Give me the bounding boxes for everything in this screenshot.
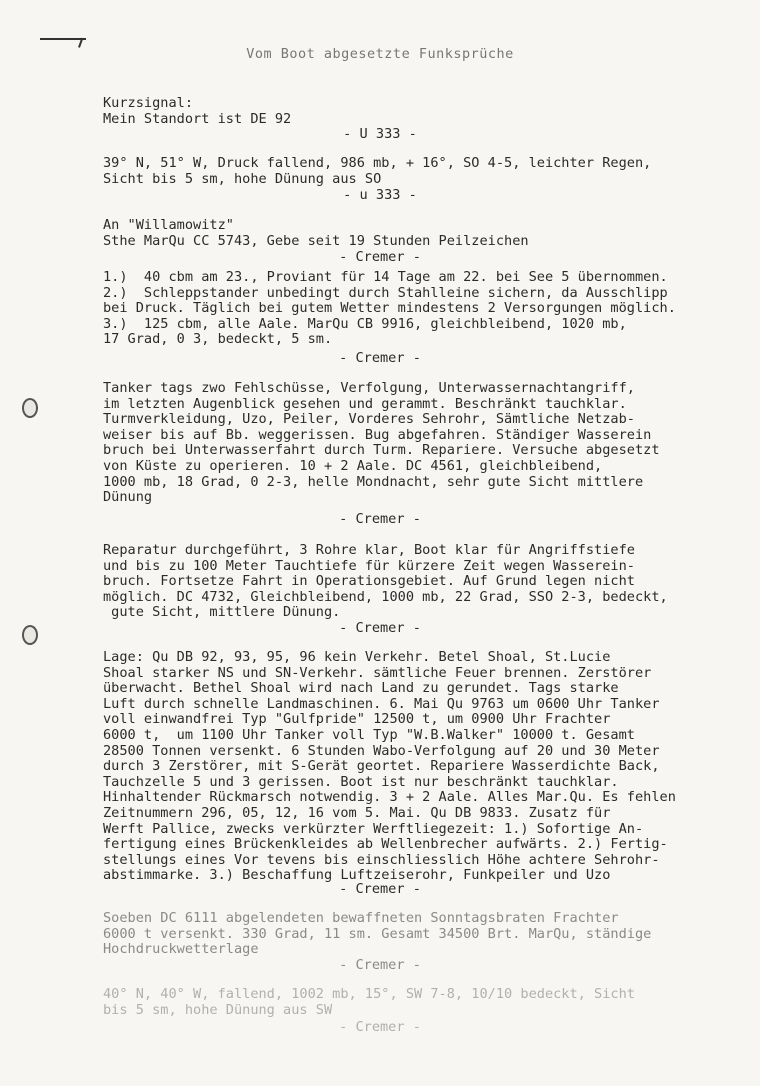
signature: - Cremer - [339,350,421,366]
message-line: möglich. DC 4732, Gleichbleibend, 1000 mb, 22 Grad, SSO 2-3, bedeckt, [103,588,668,605]
message-5 [103,381,760,506]
message-line: Hinhaltender Rückmarsch notwendig. 3 + 2 Aale. Alles Mar.Qu. Es fehlen [103,789,676,806]
message-line: bruch. Fortsetze Fahrt in Operationsgebiet. Auf Grund legen nicht [103,573,635,590]
message-line: weiser bis auf Bb. weggerissen. Bug abgefahren. Ständiger Wasserein [103,426,652,443]
message-line: bei Druck. Täglich bei gutem Wetter mindestens 2 Versorgungen möglich. [103,300,676,317]
message-line: 2.) Schleppstander unbedingt durch Stahlleine sichern, da Ausschlipp [103,284,668,301]
document-header: Vom Boot abgesetzte Funksprüche [246,46,514,62]
message-line: durch 3 Zerstörer, mit S-Gerät geortet. Repariere Wasserdichte Back, [103,758,660,775]
signature: - Cremer - [339,249,421,265]
message-line: fertigung eines Brückenkleides ab Wellenbrecher aufwärts. 2.) Fertig- [103,836,668,853]
message-8 [103,911,760,958]
message-line: im letzten Augenblick gesehen und gerammt. Beschränkt tauchklar. [103,395,627,412]
message-line: bis 5 sm, hohe Dünung aus SW [103,1001,333,1018]
message-7 [103,650,760,884]
signature: - Cremer - [339,1019,421,1035]
message-line: 6000 t versenkt. 330 Grad, 11 sm. Gesamt 34500 Brt. MarQu, ständige [103,925,652,942]
punch-hole-top [22,398,38,418]
message-3 [103,218,760,249]
message-line: Sicht bis 5 sm, hohe Dünung aus SO [103,170,382,187]
message-line: 1000 mb, 18 Grad, 0 2-3, helle Mondnacht, sehr gute Sicht mittlere [103,473,644,490]
message-4 [103,270,760,348]
message-line: voll einwandfrei Typ "Gulfpride" 12500 t, um 0900 Uhr Frachter [103,711,611,728]
message-line: Luft durch schnelle Landmaschinen. 6. Mai Qu 9763 um 0600 Uhr Tanker [103,695,660,712]
message-line: von Küste zu operieren. 10 + 2 Aale. DC 4561, gleichbleibend, [103,457,603,474]
message-line: 28500 Tonnen versenkt. 6 Stunden Wabo-Verfolgung auf 20 und 30 Meter [103,742,660,759]
message-line: gute Sicht, mittlere Dünung. [103,604,341,621]
message-line: Werft Pallice, zwecks verkürzter Werftliegezeit: 1.) Sofortige An- [103,820,644,837]
message-line: Kurzsignal: [103,95,194,111]
message-line: und bis zu 100 Meter Tauchtiefe für kürzere Zeit wegen Wasserein- [103,557,635,574]
signature: - Cremer - [339,620,421,636]
message-1 [103,96,760,127]
message-line: abstimmarke. 3.) Beschaffung Luftzeiserohr, Funkpeiler und Uzo [103,867,611,884]
message-line: 6000 t, um 1100 Uhr Tanker voll Typ "W.B.Walker" 10000 t. Gesamt [103,726,635,743]
message-line: Lage: Qu DB 92, 93, 95, 96 kein Verkehr. Betel Shoal, St.Lucie [103,649,611,665]
signature: - u 333 - [343,187,417,203]
message-line: Soeben DC 6111 abgelendeten bewaffneten Sonntagsbraten Frachter [103,910,619,926]
message-line: Hochdruckwetterlage [103,941,259,958]
message-line: überwacht. Bethel Shoal wird nach Land zu gerundet. Tags starke [103,680,619,697]
signature: - Cremer - [339,881,421,897]
message-6 [103,543,760,621]
message-line: An "Willamowitz" [103,217,234,233]
signature: - Cremer - [339,511,421,527]
message-line: Tanker tags zwo Fehlschüsse, Verfolgung, Unterwassernachtangriff, [103,380,635,396]
message-line: Turmverkleidung, Uzo, Peiler, Vorderes Sehrohr, Sämtliche Netzab- [103,411,635,428]
message-line: 3.) 125 cbm, alle Aale. MarQu CB 9916, gleichbleibend, 1020 mb, [103,315,627,332]
message-line: Dünung [103,489,153,506]
message-line: 1.) 40 cbm am 23., Proviant für 14 Tage am 22. bei See 5 übernommen. [103,269,668,285]
message-line: Sthe MarQu CC 5743, Gebe seit 19 Stunden Peilzeichen [103,232,529,249]
message-line: Tauchzelle 5 und 3 gerissen. Boot ist nur beschränkt tauchklar. [103,773,619,790]
message-line: Reparatur durchgeführt, 3 Rohre klar, Boot klar für Angriffstiefe [103,542,635,558]
message-line: Mein Standort ist DE 92 [103,110,292,127]
message-2 [103,156,760,187]
message-line: 39° N, 51° W, Druck fallend, 986 mb, + 16°, SO 4-5, leichter Regen, [103,155,652,171]
signature: - Cremer - [339,957,421,973]
message-line: 17 Grad, 0 3, bedeckt, 5 sm. [103,331,333,348]
message-line: bruch bei Unterwasserfahrt durch Turm. Repariere. Versuche abgesetzt [103,442,660,459]
message-line: stellungs eines Vor tevens bis einschliesslich Höhe achtere Sehrohr- [103,851,660,868]
signature: - U 333 - [343,126,417,142]
message-line: Zeitnummern 296, 05, 12, 16 vom 5. Mai. Qu DB 9833. Zusatz für [103,804,611,821]
message-9 [103,987,760,1018]
message-line: Shoal starker NS und SN-Verkehr. sämtliche Feuer brennen. Zerstörer [103,664,652,681]
message-line: 40° N, 40° W, fallend, 1002 mb, 15°, SW 7-8, 10/10 bedeckt, Sicht [103,986,635,1002]
